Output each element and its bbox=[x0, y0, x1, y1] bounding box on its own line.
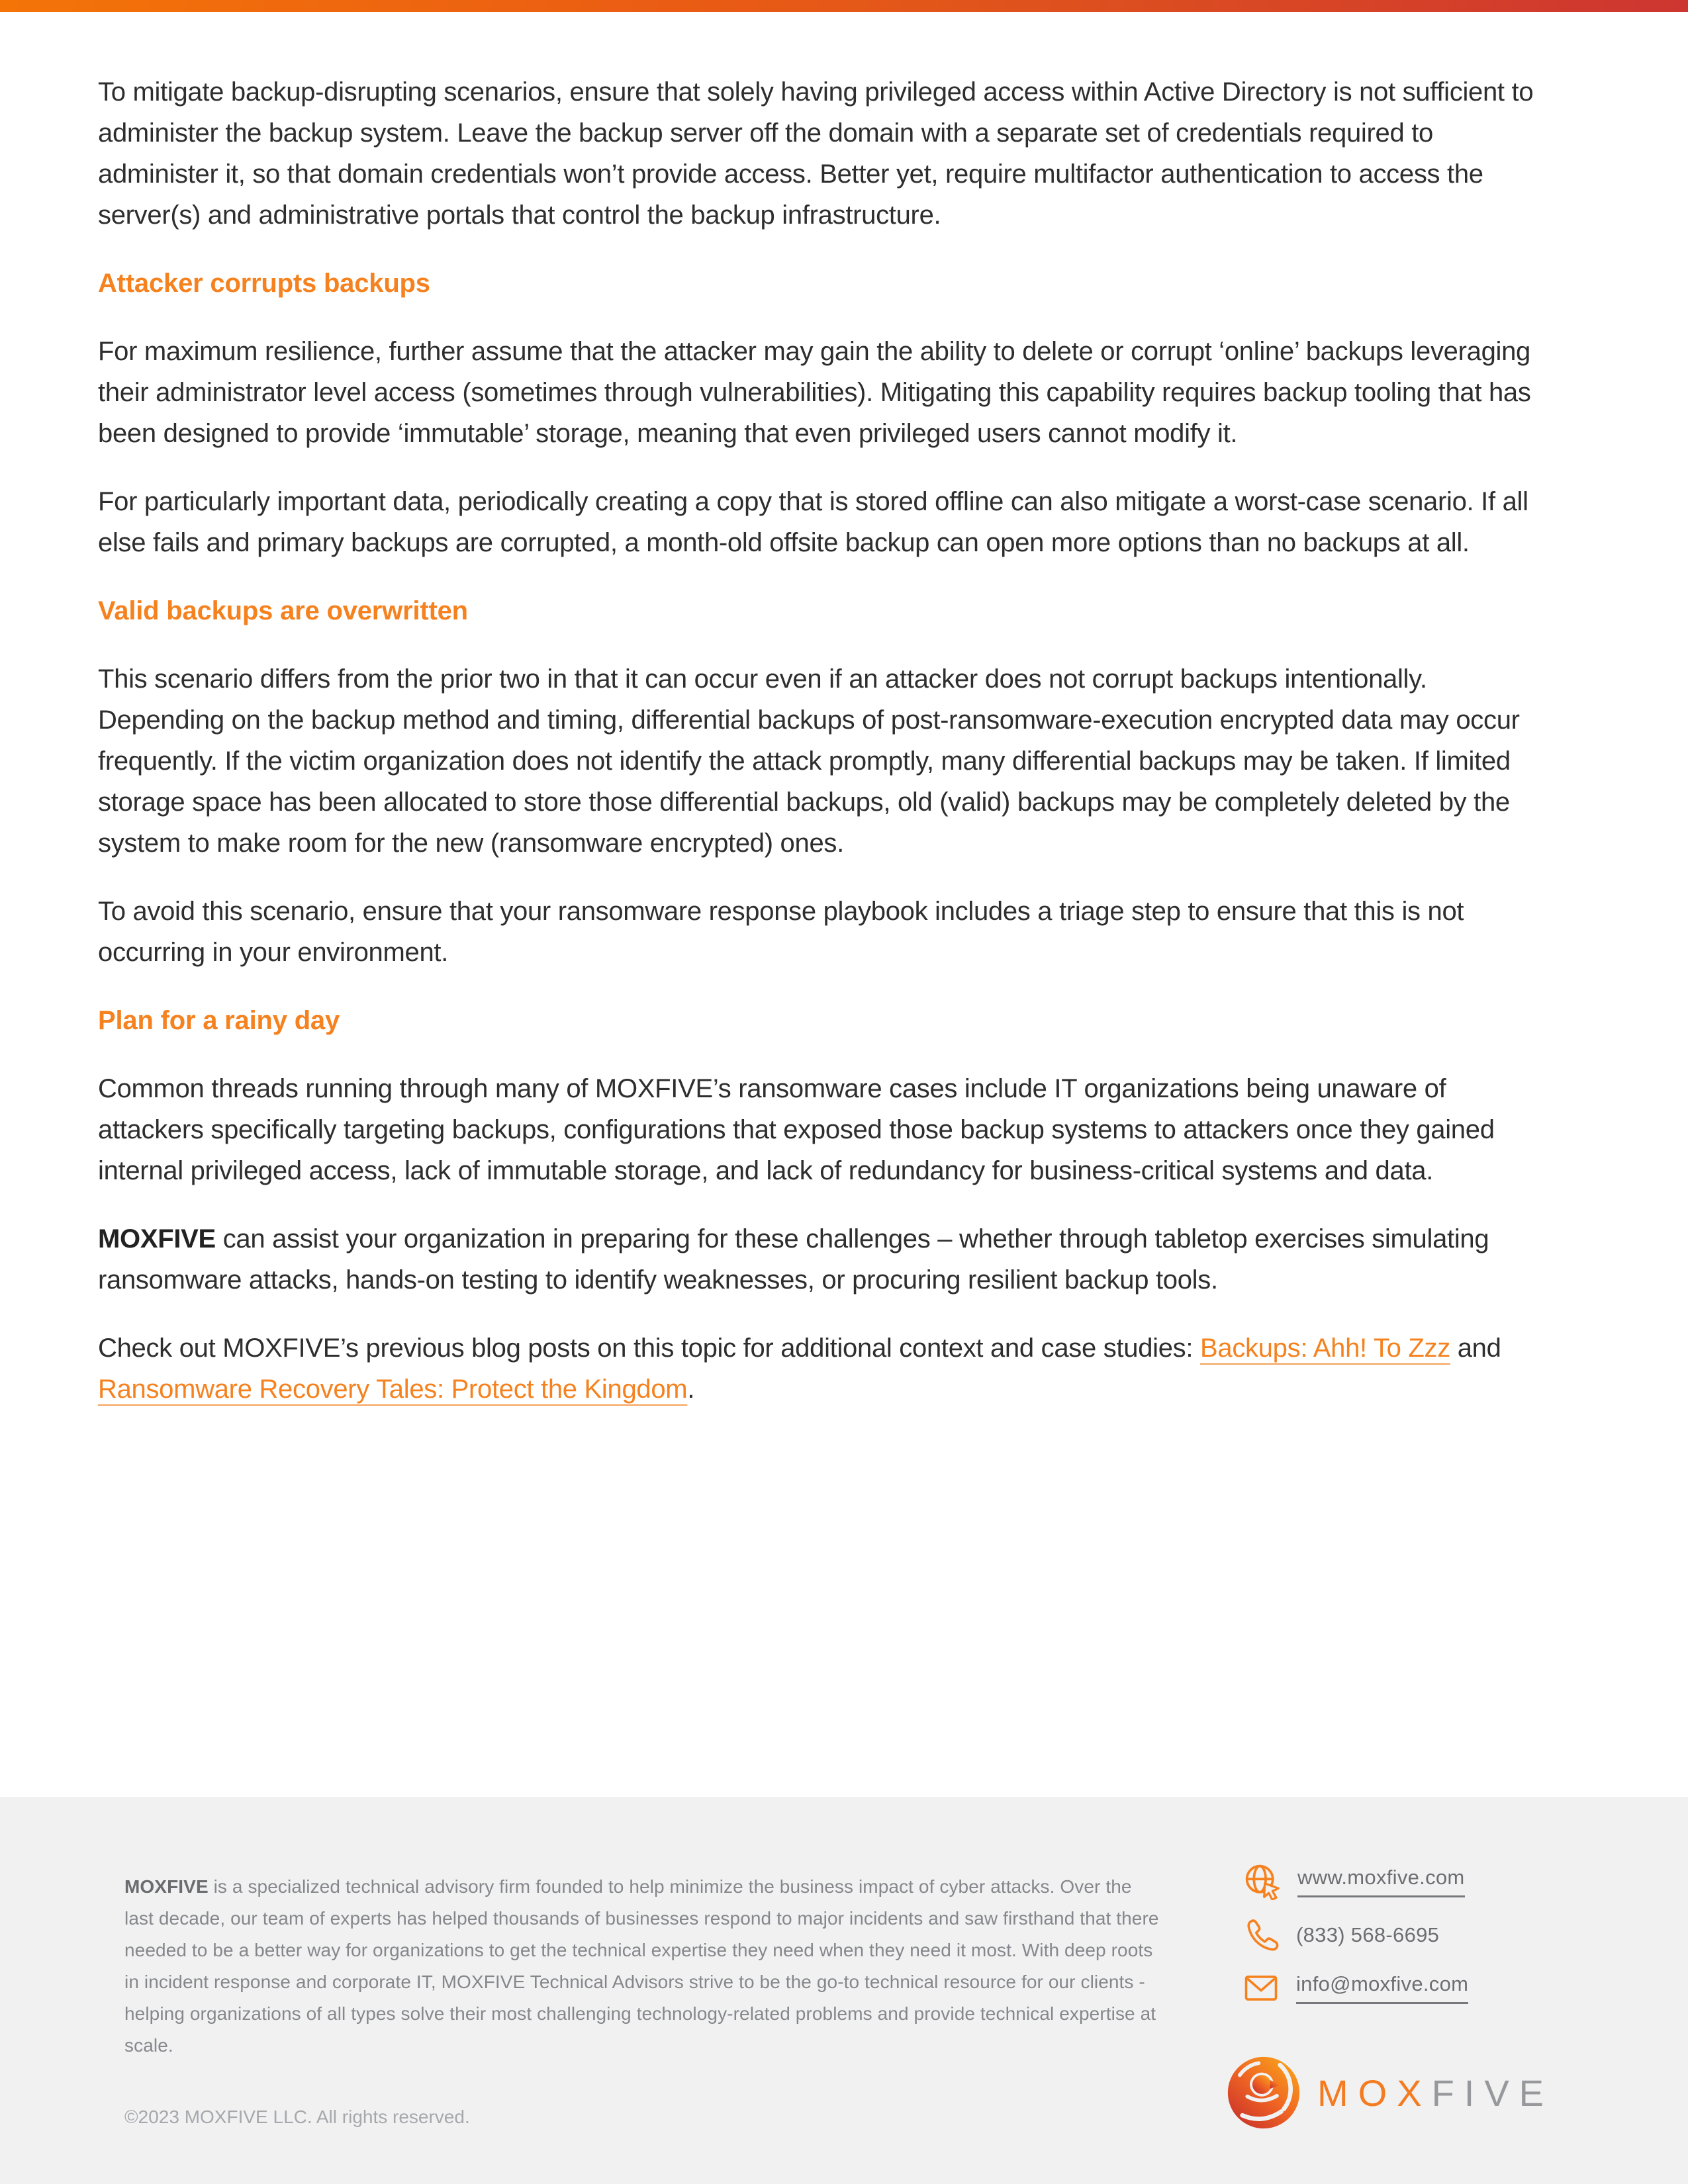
paragraph-online-backups: For maximum resilience, further assume that the attacker may gain the ability to delete or corrupt ‘online’ backups leveraging their administrator level access (sometimes through vulnerabilities). Mitigating this capability requires backup tooling that has been designed to provide ‘immutable’ storage, meaning that even privileged users cannot modify it. bbox=[98, 337, 1531, 448]
wordmark-five: FIVE bbox=[1431, 2071, 1554, 2114]
heading-plan-for-a-rainy-day: Plan for a rainy day bbox=[98, 1006, 340, 1035]
contact-row-website bbox=[1243, 1863, 1468, 1900]
moxfive-wordmark bbox=[1317, 2071, 1554, 2115]
paragraph-intro: To mitigate backup-disrupting scenarios, ensure that solely having privileged access within Active Directory is not sufficient to administer the backup system. Leave the backup server off the domain with a separate set of credentials required to administer it, so that domain credentials won’t provide access. Better yet, require multifactor authentication to access the server(s) and administrative portals that control the backup infrastructure. bbox=[98, 77, 1534, 230]
and-text: and bbox=[1450, 1334, 1501, 1363]
paragraph-moxfive-assist bbox=[98, 1218, 1554, 1300]
phone-number: (833) 568-6695 bbox=[1296, 1923, 1440, 1946]
check-out-lead-text: Check out MOXFIVE’s previous blog posts on this topic for additional context and case studies: bbox=[98, 1334, 1200, 1363]
link-backups-ahh-to-zzz[interactable]: Backups: Ahh! To Zzz bbox=[1200, 1334, 1450, 1363]
email-link[interactable]: info@moxfive.com bbox=[1296, 1972, 1468, 2004]
heading-valid-backups-overwritten: Valid backups are overwritten bbox=[98, 596, 468, 625]
globe-icon bbox=[1243, 1863, 1280, 1900]
period-text: . bbox=[687, 1375, 695, 1404]
moxfive-brand-text: MOXFIVE bbox=[98, 1224, 216, 1253]
contact-row-email bbox=[1243, 1970, 1468, 2006]
moxfive-logo bbox=[1226, 2055, 1554, 2130]
envelope-icon bbox=[1243, 1970, 1279, 2006]
paragraph-offline-copy: For particularly important data, periodically creating a copy that is stored offline can also mitigate a worst-case scenario. If all else fails and primary backups are corrupted, a month-old offsite backup can open more options than no backups at all. bbox=[98, 487, 1528, 557]
footer-about-text bbox=[124, 1871, 1160, 2062]
paragraph-differential-backups: This scenario differs from the prior two in that it can occur even if an attacker does not corrupt backups intentionally. Depending on the backup method and timing, differential backups of post-ransomware-execution encrypted data may occur frequently. If the victim organization does not identify the attack promptly, many differential backups may be taken. If limited storage space has been allocated to store those differential backups, old (valid) backups may be completely deleted by the system to make room for the new (ransomware encrypted) ones. bbox=[98, 664, 1520, 858]
footer-about-body: is a specialized technical advisory firm founded to help minimize the business impact of cyber attacks. Over the last decade, our team of experts has helped thousands of businesses respond to major incidents and saw firsthand that there needed to be a better way for organizations to get the technical expertise they need when they need it most. With deep roots in incident response and corporate IT, MOXFIVE Technical Advisors strive to be the go-to technical resource for our clients - helping organizations of all types solve their most challenging technology-related problems and provide technical expertise at scale. bbox=[124, 1876, 1159, 2056]
article-body bbox=[98, 71, 1554, 1437]
heading-attacker-corrupts-backups: Attacker corrupts backups bbox=[98, 269, 430, 298]
paragraph-triage-step: To avoid this scenario, ensure that your ransomware response playbook includes a triage step to ensure that this is not occurring in your environment. bbox=[98, 897, 1464, 967]
page-footer bbox=[0, 1797, 1688, 2184]
contact-block bbox=[1243, 1863, 1468, 2006]
link-ransomware-recovery-tales[interactable]: Ransomware Recovery Tales: Protect the Kingdom bbox=[98, 1375, 688, 1404]
phoenix-icon bbox=[1226, 2055, 1301, 2130]
paragraph-check-out-links bbox=[98, 1328, 1554, 1410]
copyright-notice: ©2023 MOXFIVE LLC. All rights reserved. bbox=[124, 2107, 470, 2127]
phone-icon bbox=[1243, 1917, 1279, 1953]
contact-row-phone bbox=[1243, 1917, 1468, 1953]
wordmark-mox: MOX bbox=[1317, 2071, 1432, 2114]
paragraph-moxfive-assist-text: can assist your organization in preparing for these challenges – whether through tabletop exercises simulating ransomware attacks, hands-on testing to identify weaknesses, or procuring resilient backup tools. bbox=[98, 1224, 1489, 1295]
top-gradient-bar bbox=[0, 0, 1688, 12]
paragraph-common-threads: Common threads running through many of MOXFIVE’s ransomware cases include IT organizations being unaware of attackers specifically targeting backups, configurations that exposed those backup systems to attackers once they gained internal privileged access, lack of immutable storage, and lack of redundancy for business-critical systems and data. bbox=[98, 1074, 1495, 1185]
website-link[interactable]: www.moxfive.com bbox=[1297, 1866, 1465, 1897]
footer-moxfive-brand-text: MOXFIVE bbox=[124, 1876, 209, 1897]
